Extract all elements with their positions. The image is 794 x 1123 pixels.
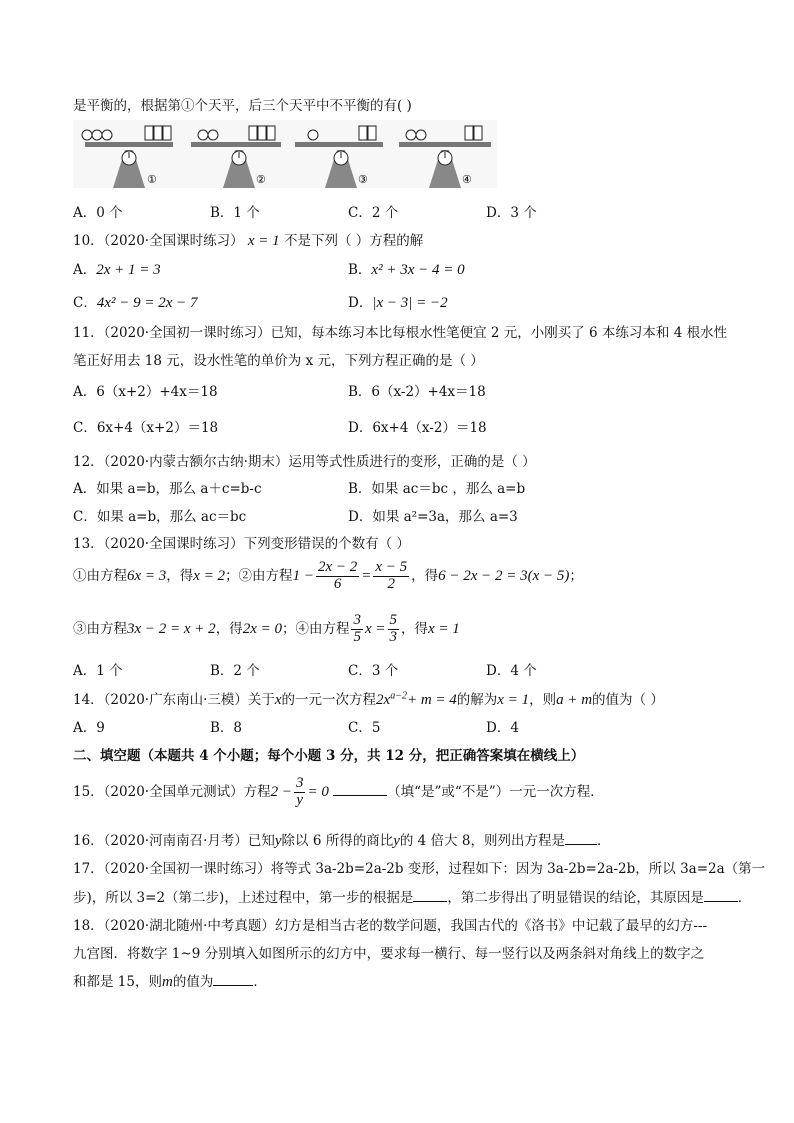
scale-label-1: ① <box>147 173 157 186</box>
q13-fraction-2: $\frac{x - 5}{2}$ <box>375 559 408 592</box>
q11-option-a[interactable]: A．6（x+2）+4x＝18 <box>73 384 218 400</box>
q12-option-a[interactable]: A．如果 a=b，那么 a＋c=b-c <box>73 481 262 497</box>
q9-option-d[interactable]: D．3 个 <box>486 205 537 221</box>
section-2-title: 二、填空题（本题共 4 个小题；每个小题 3 分，共 12 分，把正确答案填在横线上） <box>73 748 585 764</box>
q18-stem-line2: 九宫图．将数字 1~9 分别填入如图所示的幻方中，要求每一横行、每一竖行以及两条斜对角线上的数字之 <box>73 946 705 962</box>
scale-label-4: ④ <box>462 173 472 186</box>
q9-stem: 是平衡的，根据第①个天平，后三个天平中不平衡的有( ) <box>73 98 412 114</box>
q11-option-c[interactable]: C．6x+4（x+2）＝18 <box>73 420 219 436</box>
q17-stem-line2: 步)，所以 3=2（第二步)，上述过程中，第一步的根据是 ，第二步得出了明显错误的结论，其原因是 ． <box>73 886 751 906</box>
q10-stem-math: x = 1 <box>247 233 280 249</box>
q13-item-3-4: ③由方程3x − 2 = x + 2，得2x = 0；④由方程 $\frac{3}{5}$ x = $\frac{5}{3}$ ，得x = 1 <box>73 612 460 645</box>
q18-stem-line1: 18．（2020·湖北随州·中考真题）幻方是相当古老的数学问题，我国古代的《洛书》中记载了最早的幻方--- <box>73 918 708 934</box>
q17-answer-blank-2[interactable] <box>704 887 738 902</box>
q18-stem-line3: 和都是 15，则m的值为 ． <box>73 970 267 991</box>
q15-fraction: $\frac{3}{y}$ <box>295 775 304 808</box>
q10-option-b[interactable]: B．x² + 3x − 4 = 0 <box>348 262 465 278</box>
scale-label-3: ③ <box>358 173 368 186</box>
q13-option-b[interactable]: B．2 个 <box>210 663 260 679</box>
q9-option-b[interactable]: B．1 个 <box>210 205 260 221</box>
q17-stem-line1: 17．（2020·全国初一课时练习）将等式 3a-2b=2a-2b 变形，过程如下：因为 3a-2b=2a-2b，所以 3a=2a（第一 <box>73 861 766 877</box>
q13-fraction-4: $\frac{5}{3}$ <box>389 612 397 645</box>
q13-option-a[interactable]: A．1 个 <box>73 663 123 679</box>
q16-stem: 16．（2020·河南南召·月考）已知y除以 6 所得的商比y的 4 倍大 8，则列出方程是 ． <box>73 829 610 850</box>
q14-option-c[interactable]: C．5 <box>348 720 381 736</box>
q10-stem: 10．（2020·全国课时练习） x = 1 不是下列（ ）方程的解 <box>73 233 424 249</box>
q13-option-c[interactable]: C．3 个 <box>348 663 399 679</box>
q14-stem: 14．（2020·广东南山·三模）关于x的一元一次方程$2x^{a-2}+ m = 4$的解为x = 1，则a + m的值为（ ） <box>73 690 664 708</box>
q11-option-b[interactable]: B．6（x-2）+4x＝18 <box>348 384 486 400</box>
q12-option-c[interactable]: C．如果 a=b，那么 ac＝bc <box>73 509 247 525</box>
q13-item-1-2: ①由方程6x = 3，得x = 2；②由方程1 − $\frac{2x - 2}{6}$ = $\frac{x - 5}{2}$ ，得6 − 2x − 2 = 3(x − 5)； <box>73 559 583 592</box>
q11-option-d[interactable]: D．6x+4（x-2）＝18 <box>348 420 487 436</box>
q13-fraction-3: $\frac{3}{5}$ <box>353 612 361 645</box>
q10-option-d[interactable]: D．|x − 3| = −2 <box>348 295 448 311</box>
balance-scales-figure <box>73 120 497 188</box>
q11-stem-line2: 笔正好用去 18 元，设水性笔的单价为 x 元，下列方程正确的是（ ） <box>73 353 484 369</box>
q9-option-a[interactable]: A．0 个 <box>73 205 123 221</box>
q14-option-d[interactable]: D．4 <box>486 720 519 736</box>
q13-option-d[interactable]: D．4 个 <box>486 663 537 679</box>
q13-fraction-1: $\frac{2x - 2}{6}$ <box>317 559 358 592</box>
q17-answer-blank-1[interactable] <box>413 887 447 902</box>
q15-answer-blank[interactable] <box>333 781 387 796</box>
q12-option-b[interactable]: B．如果 ac＝bc ，那么 a=b <box>348 481 526 497</box>
q18-answer-blank[interactable] <box>213 971 253 986</box>
q14-option-a[interactable]: A．9 <box>73 720 105 736</box>
q12-option-d[interactable]: D．如果 a²=3a，那么 a=3 <box>348 509 518 525</box>
q16-answer-blank[interactable] <box>565 830 597 845</box>
q10-option-a[interactable]: A．2x + 1 = 3 <box>73 262 161 278</box>
q10-option-c[interactable]: C．4x² − 9 = 2x − 7 <box>73 295 198 311</box>
scale-label-2: ② <box>256 173 266 186</box>
q9-option-c[interactable]: C．2 个 <box>348 205 399 221</box>
q13-stem: 13．（2020·全国课时练习）下列变形错误的个数有（ ） <box>73 536 410 552</box>
q11-stem-line1: 11．（2020·全国初一课时练习）已知，每本练习本比每根水性笔便宜 2 元，小刚买了 6 本练习本和 4 根水性 <box>73 325 728 341</box>
q15-stem: 15．（2020·全国单元测试）方程2 − $\frac{3}{y}$ = 0 （填“是”或“不是”）一元一次方程． <box>73 775 604 808</box>
q12-stem: 12．（2020·内蒙古额尔古纳·期末）运用等式性质进行的变形，正确的是（ ） <box>73 454 536 470</box>
q14-option-b[interactable]: B．8 <box>210 720 243 736</box>
